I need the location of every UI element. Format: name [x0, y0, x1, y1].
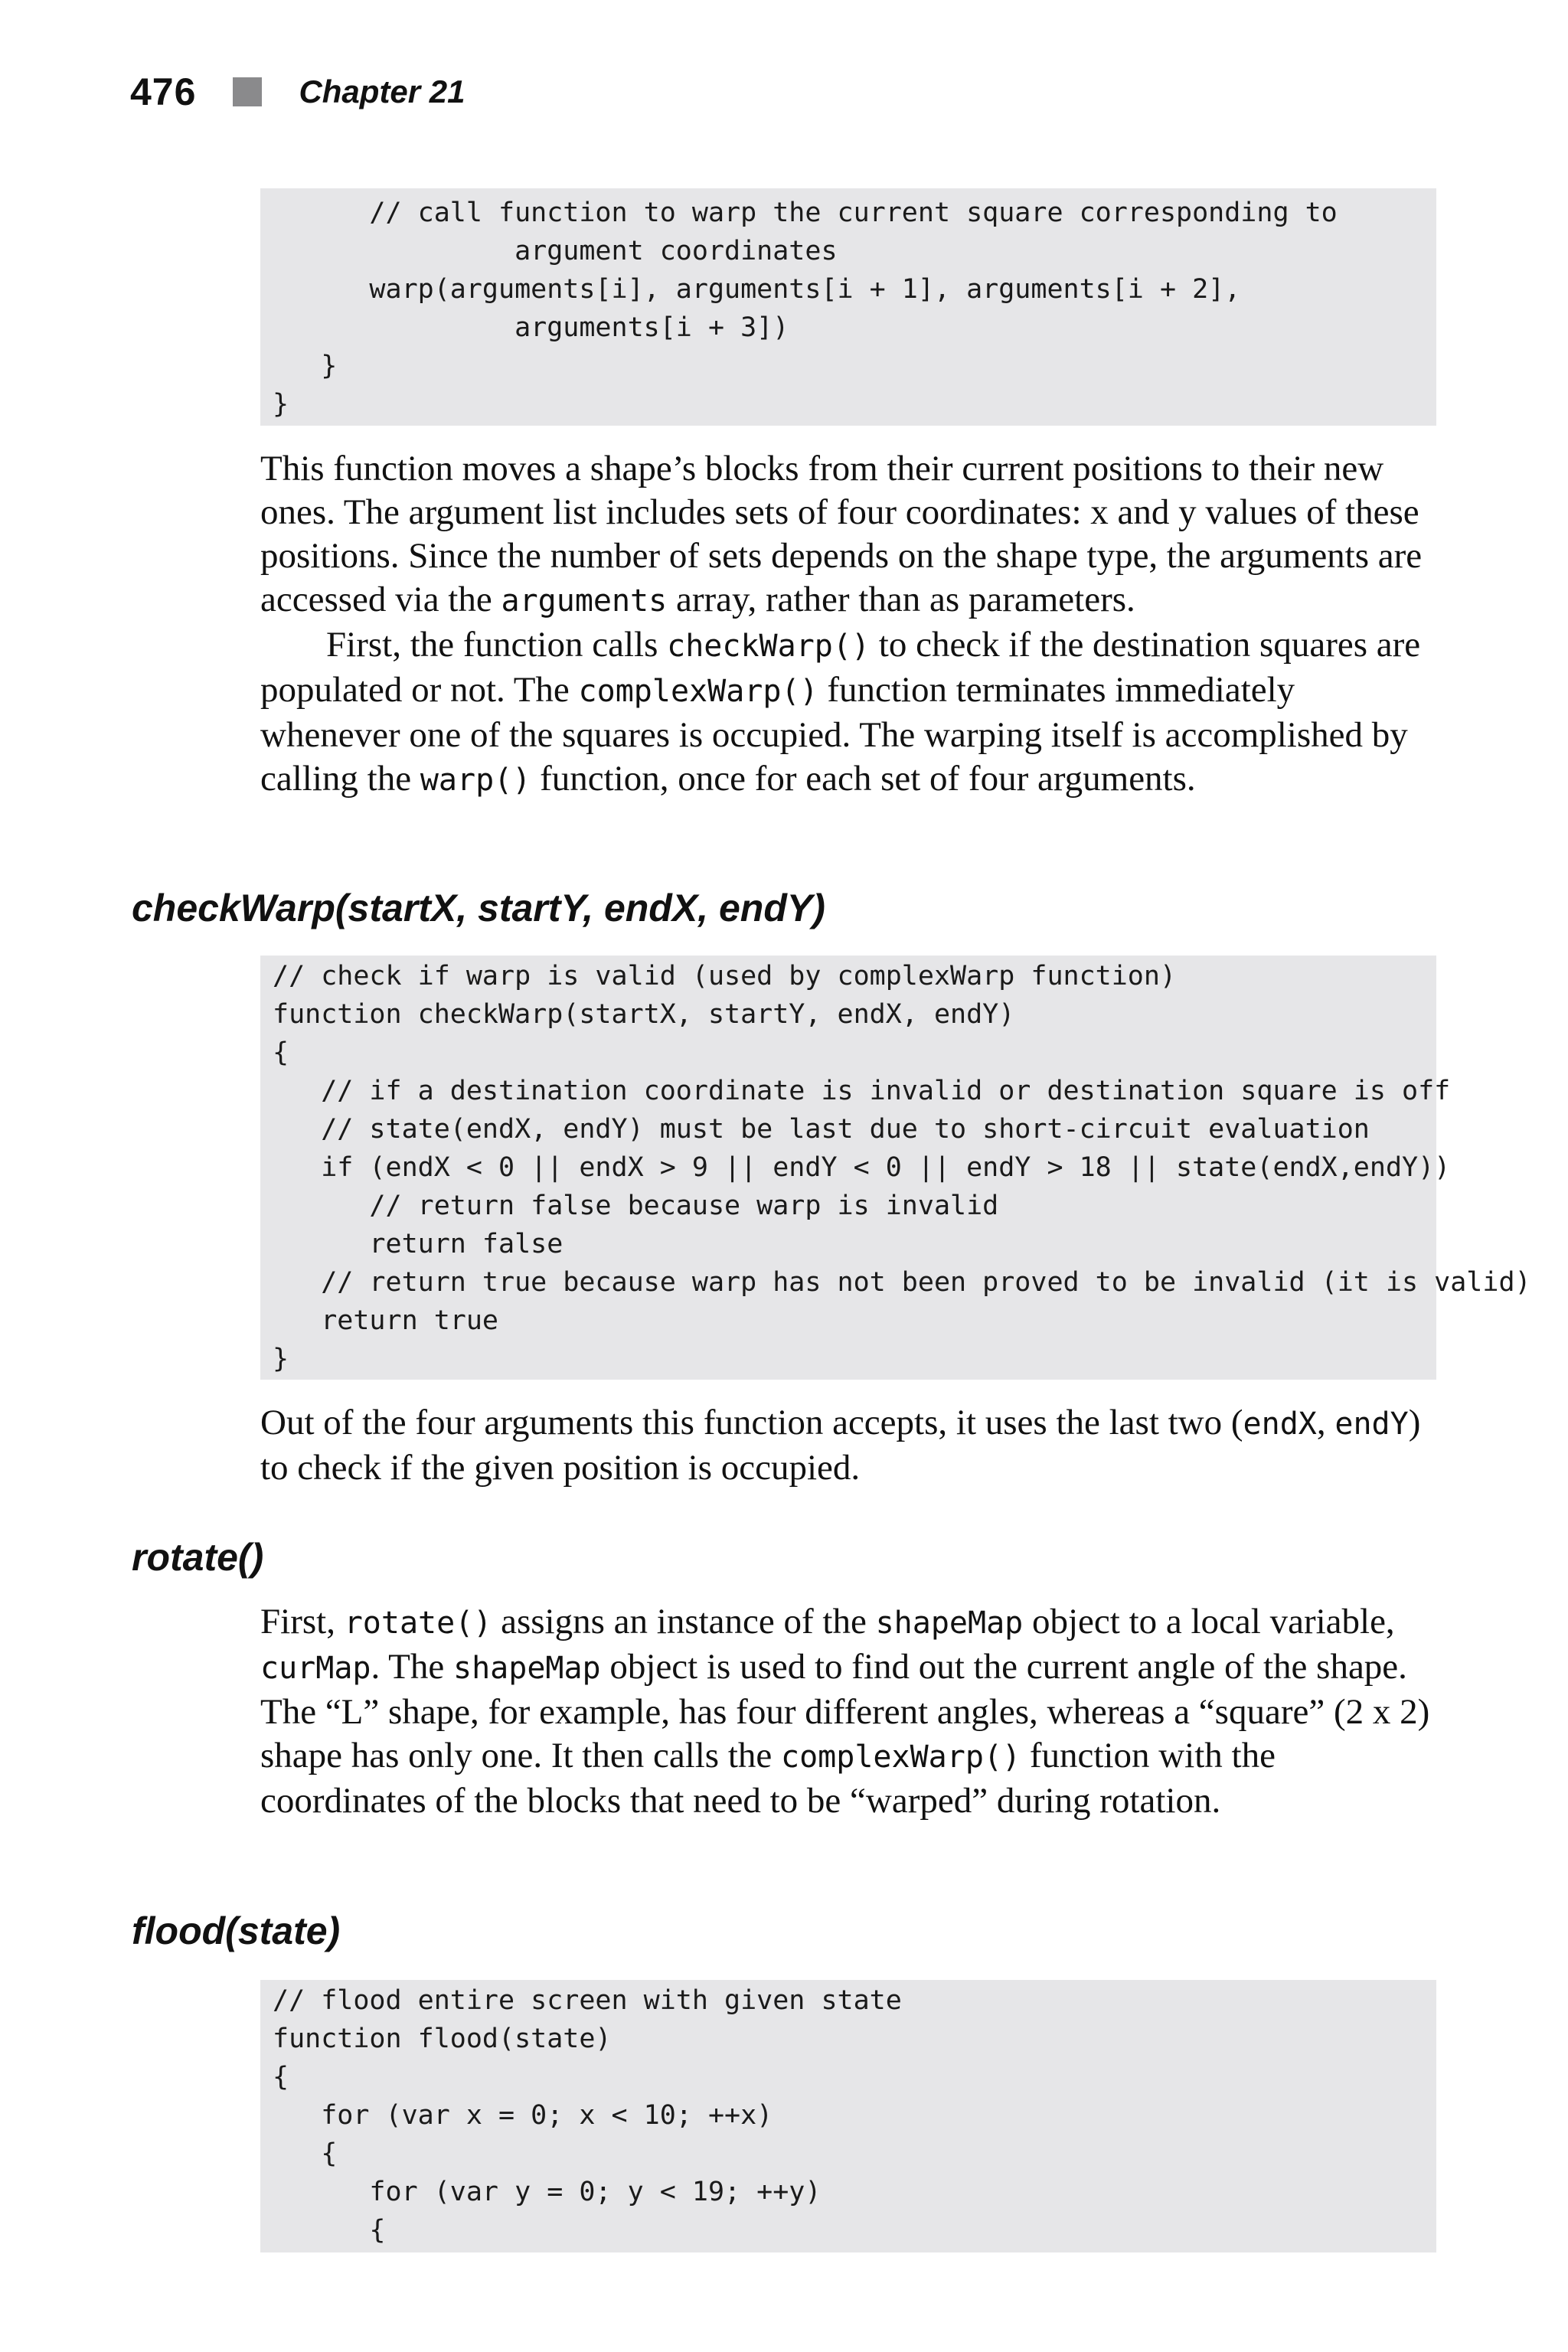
code-line: if (endX < 0 || endX > 9 || endY < 0 || endY > 18 || state(endX,endY)) — [273, 1152, 1451, 1183]
code-line: // return false because warp is invalid — [273, 1191, 999, 1221]
code-line: // return true because warp has not been proved to be invalid (it is valid) — [273, 1267, 1531, 1298]
text-run: assigns an instance of the — [492, 1602, 876, 1642]
text-run: to check if the destination squares are populated or not. The — [260, 625, 1421, 710]
code-line: for (var x = 0; x < 10; ++x) — [273, 2100, 773, 2131]
text-run: ) to check if the given position is occupied. — [260, 1403, 1421, 1488]
code-line: argument coordinates — [273, 236, 838, 266]
inline-code: shapeMap — [452, 1651, 601, 1686]
code-line: } — [273, 351, 338, 381]
inline-code: complexWarp() — [578, 674, 818, 709]
paragraph — [260, 623, 1439, 802]
rotate-description — [260, 1600, 1439, 1823]
text-run: Out of the four arguments this function accepts, it uses the last two ( — [260, 1403, 1243, 1442]
text-run: function with the coordinates of the blocks that need to be “warped” during rotation. — [260, 1736, 1276, 1821]
text-run: First, — [260, 1602, 345, 1642]
inline-code: arguments — [501, 583, 668, 619]
header-square-icon — [233, 77, 262, 106]
code-lines — [273, 1981, 1436, 2249]
text-run: function, once for each set of four arguments. — [531, 759, 1196, 799]
paragraph — [260, 1600, 1439, 1823]
code-line: return true — [273, 1305, 499, 1336]
code-line: // flood entire screen with given state — [273, 1985, 902, 2016]
text-run: , — [1316, 1403, 1335, 1442]
section-heading-rotate: rotate() — [132, 1536, 264, 1579]
text-run: array, rather than as parameters. — [667, 580, 1135, 619]
inline-code: endX — [1243, 1406, 1317, 1442]
inline-code: curMap — [260, 1651, 371, 1686]
page-number: 476 — [130, 70, 197, 113]
section-heading-flood: flood(state) — [132, 1909, 341, 1952]
code-line: { — [273, 2138, 338, 2169]
inline-code: checkWarp() — [667, 629, 871, 664]
inline-code: warp() — [420, 763, 531, 798]
code-block-flood — [260, 1980, 1436, 2252]
text-run: function terminates immediately whenever one of the squares is occupied. The warping itself is accomplished by calling the — [260, 670, 1408, 799]
code-line: { — [273, 2062, 289, 2092]
code-line: } — [273, 1344, 289, 1374]
paragraph — [260, 1401, 1439, 1490]
code-line: for (var y = 0; y < 19; ++y) — [273, 2177, 822, 2207]
code-block-complex-warp-tail — [260, 188, 1436, 426]
text-run: object is used to find out the current angle of the shape. The “L” shape, for example, has four different angles, whereas a “square” (2 x 2) shape has only one. It then calls the — [260, 1647, 1430, 1775]
inline-code: rotate() — [344, 1606, 492, 1641]
inline-code: shapeMap — [875, 1606, 1024, 1641]
code-line: warp(arguments[i], arguments[i + 1], arguments[i + 2], — [273, 274, 1241, 305]
code-block-check-warp — [260, 956, 1531, 1380]
code-line: return false — [273, 1229, 564, 1259]
code-lines — [273, 194, 1436, 423]
inline-code: complexWarp() — [781, 1740, 1021, 1775]
text-run: First, the function calls — [326, 625, 668, 665]
text-run: This function moves a shape’s blocks from their current positions to their new ones. The argument list includes sets of four coordinates: x and y values of these positions. Since the number of sets depends on the shape type, the arguments are accessed via the — [260, 449, 1423, 619]
check-warp-description — [260, 1401, 1439, 1490]
code-line: // state(endX, endY) must be last due to short-circuit evaluation — [273, 1114, 1370, 1145]
text-run: . The — [371, 1647, 453, 1687]
code-line: // check if warp is valid (used by complexWarp function) — [273, 961, 1177, 991]
chapter-label: Chapter 21 — [299, 74, 466, 109]
code-line: { — [273, 1037, 289, 1068]
code-line: { — [273, 2215, 386, 2246]
text-run: object to a local variable, — [1023, 1602, 1395, 1642]
code-line: } — [273, 389, 289, 420]
page-header — [130, 64, 466, 119]
code-line: arguments[i + 3]) — [273, 312, 789, 343]
section-heading-check-warp: checkWarp(startX, startY, endX, endY) — [132, 887, 825, 929]
code-line: // call function to warp the current square corresponding to — [273, 198, 1338, 228]
code-line: // if a destination coordinate is invalid or destination square is off — [273, 1076, 1451, 1106]
code-line: function flood(state) — [273, 2024, 612, 2054]
paragraph — [260, 447, 1439, 623]
code-line: function checkWarp(startX, startY, endX, endY) — [273, 999, 1015, 1030]
code-lines — [273, 957, 1531, 1378]
complex-warp-description — [260, 447, 1439, 802]
inline-code: endY — [1334, 1406, 1409, 1442]
